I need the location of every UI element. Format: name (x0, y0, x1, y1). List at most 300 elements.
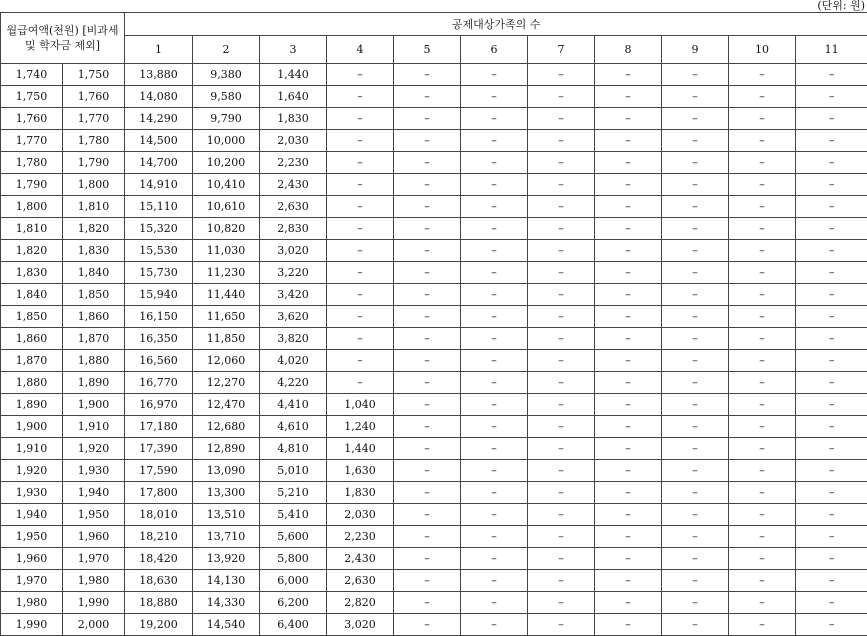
tax-cell: – (729, 306, 796, 328)
range-max-cell: 1,750 (63, 64, 125, 86)
tax-cell: – (662, 570, 729, 592)
range-min-cell: 1,810 (1, 218, 63, 240)
tax-cell: – (528, 196, 595, 218)
tax-cell: – (528, 504, 595, 526)
tax-cell: – (729, 570, 796, 592)
tax-cell: 12,470 (193, 394, 260, 416)
tax-cell: – (394, 130, 461, 152)
tax-cell: – (796, 416, 867, 438)
dependents-col-5: 5 (394, 36, 461, 64)
tax-cell: – (796, 196, 867, 218)
tax-cell: – (729, 526, 796, 548)
tax-cell: – (394, 152, 461, 174)
tax-cell: – (461, 130, 528, 152)
tax-cell: – (461, 328, 528, 350)
range-min-cell: 1,800 (1, 196, 63, 218)
tax-cell: 16,970 (125, 394, 193, 416)
tax-cell: – (461, 218, 528, 240)
tax-cell: 18,880 (125, 592, 193, 614)
dependents-col-6: 6 (461, 36, 528, 64)
tax-cell: – (528, 328, 595, 350)
range-min-cell: 1,860 (1, 328, 63, 350)
tax-cell: 18,630 (125, 570, 193, 592)
tax-cell: 13,510 (193, 504, 260, 526)
tax-cell: 10,410 (193, 174, 260, 196)
table-row (1, 218, 867, 240)
tax-cell: – (595, 240, 662, 262)
tax-cell: – (796, 152, 867, 174)
table-row (1, 86, 867, 108)
tax-cell: – (327, 240, 394, 262)
range-min-cell: 1,880 (1, 372, 63, 394)
range-min-cell: 1,740 (1, 64, 63, 86)
range-max-cell: 1,780 (63, 130, 125, 152)
tax-cell: 5,410 (260, 504, 327, 526)
range-max-cell: 1,920 (63, 438, 125, 460)
table-row (1, 548, 867, 570)
tax-cell: – (394, 174, 461, 196)
tax-cell: – (461, 350, 528, 372)
tax-cell: – (327, 218, 394, 240)
tax-cell: – (662, 86, 729, 108)
range-max-cell: 1,830 (63, 240, 125, 262)
tax-cell: 2,430 (260, 174, 327, 196)
tax-cell: – (327, 350, 394, 372)
tax-cell: 17,180 (125, 416, 193, 438)
tax-cell: – (595, 284, 662, 306)
tax-cell: 16,350 (125, 328, 193, 350)
tax-cell: 11,440 (193, 284, 260, 306)
tax-cell: – (796, 570, 867, 592)
tax-cell: – (528, 284, 595, 306)
tax-cell: 9,790 (193, 108, 260, 130)
tax-cell: 17,800 (125, 482, 193, 504)
tax-cell: – (729, 240, 796, 262)
tax-cell: 12,060 (193, 350, 260, 372)
dependents-col-2: 2 (193, 36, 260, 64)
tax-cell: – (595, 152, 662, 174)
range-min-cell: 1,780 (1, 152, 63, 174)
tax-cell: – (595, 130, 662, 152)
tax-cell: – (461, 614, 528, 636)
tax-cell: – (461, 460, 528, 482)
unit-label: (단위: 원) (817, 0, 865, 12)
tax-cell: – (528, 570, 595, 592)
range-min-cell: 1,850 (1, 306, 63, 328)
tax-cell: 10,000 (193, 130, 260, 152)
tax-cell: 2,430 (327, 548, 394, 570)
table-row (1, 526, 867, 548)
range-max-cell: 1,850 (63, 284, 125, 306)
tax-cell: – (461, 592, 528, 614)
tax-cell: – (528, 460, 595, 482)
tax-cell: – (528, 240, 595, 262)
tax-cell: – (595, 504, 662, 526)
table-row (1, 240, 867, 262)
table-body (1, 64, 867, 636)
range-min-cell: 1,840 (1, 284, 63, 306)
tax-cell: – (528, 438, 595, 460)
tax-cell: – (528, 350, 595, 372)
tax-cell: – (662, 306, 729, 328)
tax-cell: – (394, 64, 461, 86)
tax-cell: 10,820 (193, 218, 260, 240)
tax-cell: 5,600 (260, 526, 327, 548)
tax-cell: – (729, 504, 796, 526)
tax-cell: 4,610 (260, 416, 327, 438)
tax-cell: – (662, 372, 729, 394)
table-row (1, 350, 867, 372)
tax-cell: – (394, 372, 461, 394)
tax-cell: – (729, 196, 796, 218)
range-min-cell: 1,820 (1, 240, 63, 262)
tax-cell: 13,710 (193, 526, 260, 548)
range-max-cell: 1,760 (63, 86, 125, 108)
tax-cell: 2,230 (327, 526, 394, 548)
tax-cell: 4,410 (260, 394, 327, 416)
tax-cell: 10,610 (193, 196, 260, 218)
tax-cell: – (327, 130, 394, 152)
tax-cell: 3,020 (327, 614, 394, 636)
tax-cell: 2,630 (327, 570, 394, 592)
range-max-cell: 1,880 (63, 350, 125, 372)
range-min-cell: 1,870 (1, 350, 63, 372)
range-max-cell: 1,990 (63, 592, 125, 614)
dependents-header: 공제대상가족의 수 (125, 13, 867, 36)
range-max-cell: 1,980 (63, 570, 125, 592)
tax-cell: – (662, 482, 729, 504)
tax-cell: – (595, 64, 662, 86)
tax-cell: 11,850 (193, 328, 260, 350)
tax-cell: – (595, 438, 662, 460)
range-min-cell: 1,920 (1, 460, 63, 482)
range-max-cell: 1,840 (63, 262, 125, 284)
tax-cell: – (461, 108, 528, 130)
tax-cell: 1,830 (327, 482, 394, 504)
tax-cell: – (662, 108, 729, 130)
tax-cell: 2,820 (327, 592, 394, 614)
tax-cell: – (327, 86, 394, 108)
tax-cell: – (796, 262, 867, 284)
tax-cell: – (662, 416, 729, 438)
table-row (1, 438, 867, 460)
tax-cell: – (796, 328, 867, 350)
tax-cell: 3,620 (260, 306, 327, 328)
tax-cell: 13,300 (193, 482, 260, 504)
dependents-col-9: 9 (662, 36, 729, 64)
table-row (1, 196, 867, 218)
tax-cell: – (461, 306, 528, 328)
tax-cell: – (595, 548, 662, 570)
dependents-col-3: 3 (260, 36, 327, 64)
table-row (1, 306, 867, 328)
tax-cell: – (729, 262, 796, 284)
table-row (1, 152, 867, 174)
tax-cell: – (461, 152, 528, 174)
tax-cell: – (729, 152, 796, 174)
tax-cell: 1,630 (327, 460, 394, 482)
tax-cell: – (394, 240, 461, 262)
table-row (1, 174, 867, 196)
table-row (1, 460, 867, 482)
tax-cell: – (394, 592, 461, 614)
tax-cell: – (528, 86, 595, 108)
tax-cell: – (729, 460, 796, 482)
range-max-cell: 1,900 (63, 394, 125, 416)
tax-cell: – (662, 262, 729, 284)
dependents-count-row (1, 36, 867, 64)
tax-cell: 18,010 (125, 504, 193, 526)
tax-cell: – (394, 284, 461, 306)
range-min-cell: 1,890 (1, 394, 63, 416)
tax-cell: – (595, 218, 662, 240)
tax-cell: – (729, 108, 796, 130)
tax-cell: – (729, 64, 796, 86)
range-min-cell: 1,990 (1, 614, 63, 636)
tax-cell: 2,230 (260, 152, 327, 174)
tax-cell: – (394, 482, 461, 504)
range-min-cell: 1,950 (1, 526, 63, 548)
tax-cell: – (729, 592, 796, 614)
tax-cell: – (461, 504, 528, 526)
table-row (1, 416, 867, 438)
range-max-cell: 1,860 (63, 306, 125, 328)
range-max-cell: 1,770 (63, 108, 125, 130)
tax-cell: – (595, 614, 662, 636)
tax-cell: – (461, 482, 528, 504)
tax-cell: 1,040 (327, 394, 394, 416)
tax-cell: – (796, 240, 867, 262)
tax-cell: 2,030 (260, 130, 327, 152)
tax-cell: – (796, 526, 867, 548)
tax-cell: – (796, 306, 867, 328)
tax-cell: – (528, 218, 595, 240)
tax-cell: – (461, 438, 528, 460)
tax-cell: – (796, 394, 867, 416)
range-min-cell: 1,830 (1, 262, 63, 284)
dependents-col-8: 8 (595, 36, 662, 64)
tax-cell: – (796, 130, 867, 152)
tax-cell: 5,210 (260, 482, 327, 504)
tax-cell: 9,580 (193, 86, 260, 108)
tax-cell: 1,640 (260, 86, 327, 108)
tax-cell: – (662, 460, 729, 482)
tax-cell: 13,880 (125, 64, 193, 86)
tax-cell: – (461, 394, 528, 416)
tax-cell: – (461, 570, 528, 592)
tax-cell: – (796, 174, 867, 196)
tax-cell: – (528, 152, 595, 174)
tax-cell: – (796, 438, 867, 460)
tax-cell: – (461, 86, 528, 108)
range-min-cell: 1,790 (1, 174, 63, 196)
tax-cell: – (595, 108, 662, 130)
range-max-cell: 1,800 (63, 174, 125, 196)
tax-cell: – (327, 196, 394, 218)
tax-cell: 2,630 (260, 196, 327, 218)
tax-cell: – (528, 394, 595, 416)
tax-cell: – (394, 196, 461, 218)
tax-cell: – (394, 614, 461, 636)
tax-cell: – (327, 306, 394, 328)
tax-cell: – (528, 262, 595, 284)
tax-cell: – (595, 350, 662, 372)
tax-cell: – (394, 416, 461, 438)
tax-cell: – (528, 614, 595, 636)
dependents-col-10: 10 (729, 36, 796, 64)
tax-cell: 1,440 (327, 438, 394, 460)
range-max-cell: 1,930 (63, 460, 125, 482)
tax-cell: – (662, 174, 729, 196)
tax-cell: – (729, 416, 796, 438)
tax-cell: – (662, 592, 729, 614)
tax-cell: 18,420 (125, 548, 193, 570)
tax-cell: – (528, 482, 595, 504)
tax-cell: – (595, 592, 662, 614)
tax-cell: 5,800 (260, 548, 327, 570)
tax-cell: – (595, 526, 662, 548)
tax-cell: – (796, 504, 867, 526)
range-max-cell: 1,910 (63, 416, 125, 438)
tax-cell: – (662, 284, 729, 306)
tax-cell: – (729, 218, 796, 240)
tax-cell: – (595, 328, 662, 350)
tax-cell: – (595, 196, 662, 218)
tax-cell: – (796, 592, 867, 614)
tax-cell: – (662, 130, 729, 152)
tax-cell: 1,440 (260, 64, 327, 86)
tax-cell: 3,020 (260, 240, 327, 262)
tax-cell: – (327, 174, 394, 196)
tax-cell: – (662, 240, 729, 262)
tax-cell: – (662, 504, 729, 526)
table-row (1, 570, 867, 592)
tax-cell: – (528, 416, 595, 438)
dependents-col-11: 11 (796, 36, 867, 64)
tax-cell: – (528, 306, 595, 328)
range-min-cell: 1,910 (1, 438, 63, 460)
tax-cell: – (662, 328, 729, 350)
range-max-cell: 2,000 (63, 614, 125, 636)
table-row (1, 504, 867, 526)
tax-cell: 5,010 (260, 460, 327, 482)
dependents-col-7: 7 (528, 36, 595, 64)
tax-cell: – (394, 504, 461, 526)
tax-cell: – (662, 548, 729, 570)
tax-cell: – (796, 614, 867, 636)
table-row (1, 108, 867, 130)
range-max-cell: 1,870 (63, 328, 125, 350)
tax-cell: – (327, 284, 394, 306)
tax-cell: – (729, 284, 796, 306)
salary-range-header: 월급여액(천원) [비과세 및 학자금 제외] (1, 13, 125, 64)
tax-cell: – (461, 240, 528, 262)
tax-cell: – (796, 86, 867, 108)
tax-cell: 15,940 (125, 284, 193, 306)
tax-cell: 14,910 (125, 174, 193, 196)
tax-cell: – (394, 394, 461, 416)
tax-cell: – (662, 196, 729, 218)
range-min-cell: 1,760 (1, 108, 63, 130)
tax-cell: – (394, 262, 461, 284)
tax-cell: – (729, 130, 796, 152)
tax-cell: 1,830 (260, 108, 327, 130)
tax-cell: – (796, 108, 867, 130)
tax-cell: 3,220 (260, 262, 327, 284)
tax-cell: 15,320 (125, 218, 193, 240)
table-row (1, 130, 867, 152)
tax-cell: 17,390 (125, 438, 193, 460)
tax-cell: 3,820 (260, 328, 327, 350)
range-max-cell: 1,890 (63, 372, 125, 394)
tax-cell: 6,000 (260, 570, 327, 592)
tax-cell: – (528, 108, 595, 130)
tax-cell: – (662, 614, 729, 636)
tax-cell: – (461, 262, 528, 284)
tax-cell: – (528, 526, 595, 548)
table-row (1, 592, 867, 614)
tax-cell: – (662, 350, 729, 372)
tax-cell: – (327, 64, 394, 86)
tax-cell: – (528, 174, 595, 196)
table-row (1, 482, 867, 504)
tax-cell: – (595, 394, 662, 416)
tax-cell: – (327, 152, 394, 174)
tax-cell: – (729, 372, 796, 394)
table-row (1, 394, 867, 416)
tax-cell: 4,020 (260, 350, 327, 372)
tax-cell: – (796, 218, 867, 240)
tax-cell: – (595, 86, 662, 108)
tax-cell: – (394, 328, 461, 350)
tax-cell: – (394, 438, 461, 460)
dependents-col-4: 4 (327, 36, 394, 64)
tax-cell: – (729, 174, 796, 196)
range-min-cell: 1,960 (1, 548, 63, 570)
tax-cell: – (461, 174, 528, 196)
tax-cell: – (461, 416, 528, 438)
range-max-cell: 1,820 (63, 218, 125, 240)
tax-cell: 6,400 (260, 614, 327, 636)
tax-cell: – (461, 372, 528, 394)
tax-cell: – (327, 372, 394, 394)
tax-cell: 2,030 (327, 504, 394, 526)
tax-cell: – (461, 284, 528, 306)
tax-cell: – (729, 614, 796, 636)
tax-cell: 4,810 (260, 438, 327, 460)
tax-cell: 14,500 (125, 130, 193, 152)
tax-cell: – (796, 460, 867, 482)
tax-cell: – (461, 526, 528, 548)
tax-cell: – (394, 460, 461, 482)
tax-cell: 17,590 (125, 460, 193, 482)
tax-cell: 16,770 (125, 372, 193, 394)
tax-cell: – (595, 416, 662, 438)
range-max-cell: 1,970 (63, 548, 125, 570)
tax-cell: – (729, 548, 796, 570)
tax-cell: – (796, 548, 867, 570)
tax-cell: 19,200 (125, 614, 193, 636)
tax-cell: 15,730 (125, 262, 193, 284)
tax-cell: – (662, 64, 729, 86)
tax-cell: – (595, 306, 662, 328)
tax-cell: 14,540 (193, 614, 260, 636)
tax-cell: – (394, 218, 461, 240)
table-row (1, 328, 867, 350)
table-row (1, 614, 867, 636)
tax-cell: – (528, 592, 595, 614)
range-min-cell: 1,750 (1, 86, 63, 108)
